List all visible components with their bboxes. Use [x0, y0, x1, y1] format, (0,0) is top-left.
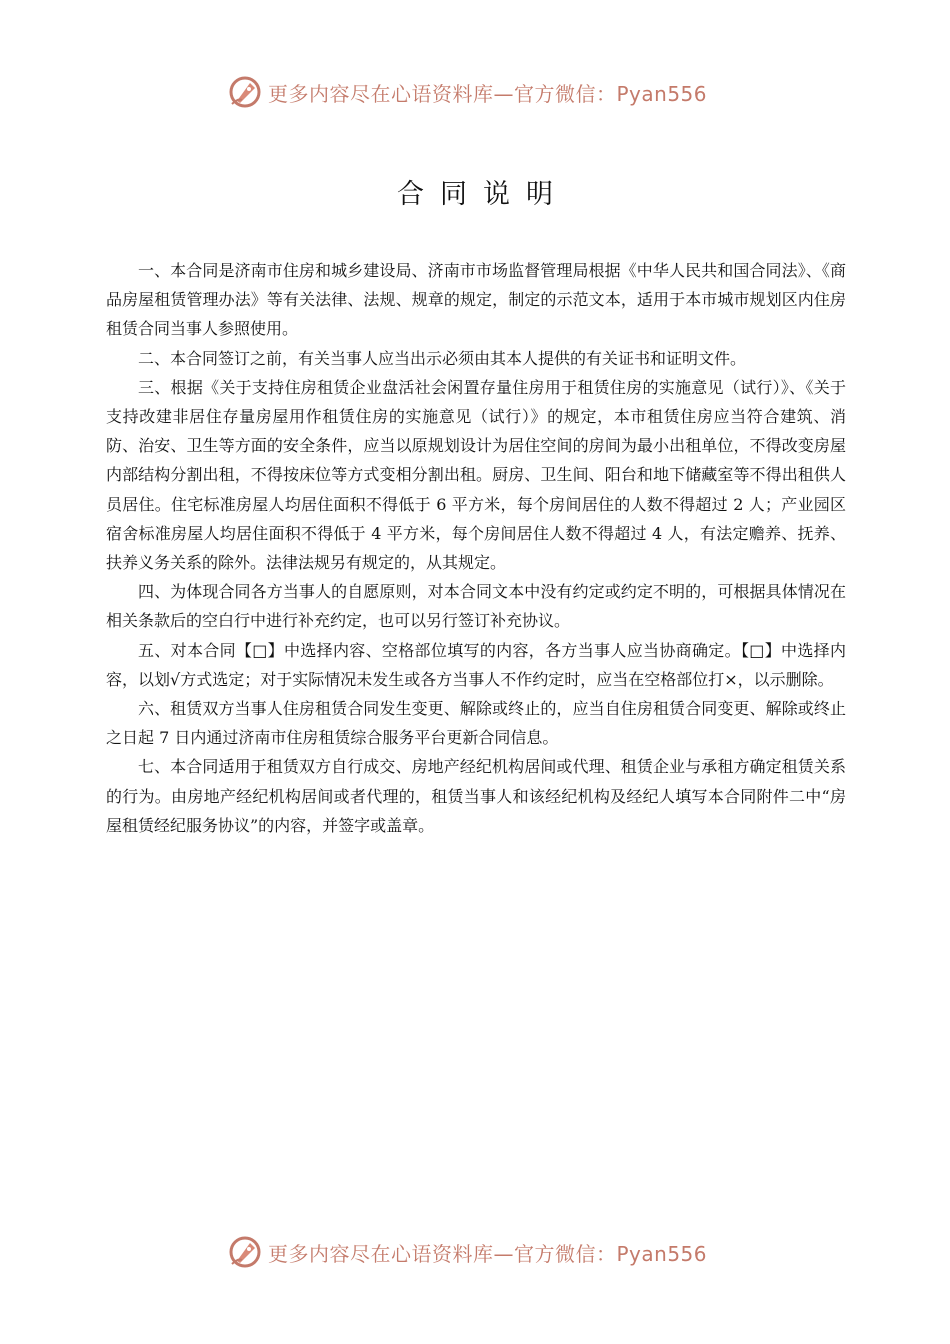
document-body	[106, 256, 846, 840]
header-banner	[228, 72, 788, 112]
paragraph-6: 六、租赁双方当事人住房租赁合同发生变更、解除或终止的，应当自住房租赁合同变更、解除或终止之日起 7 日内通过济南市住房租赁综合服务平台更新合同信息。	[106, 699, 846, 748]
page-title: 合同说明	[397, 179, 569, 210]
paragraph-3: 三、根据《关于支持住房租赁企业盘活社会闲置存量住房用于租赁住房的实施意见（试行）》、《关于支持改建非居住存量房屋用作租赁住房的实施意见（试行）》的规定，本市租赁住房应当符合建筑、消防、治安、卫生等方面的安全条件，应当以原规划设计为居住空间的房间为最小出租单位，不得改变房屋内部结构分割出租，不得按床位等方式变相分割出租。厨房、卫生间、阳台和地下储藏室等不得出租供人员居住。住宅标准房屋人均居住面积不得低于 6 平方米，每个房间居住的人数不得超过 2 人；产业园区宿舍标准房屋人均居住面积不得低于 4 平方米，每个房间居住人数不得超过 4 人，有法定赡养、抚养、扶养义务关系的除外。法律法规另有规定的，从其规定。	[106, 377, 846, 573]
paragraph-5: 五、对本合同【□】中选择内容、空格部位填写的内容，各方当事人应当协商确定。【□】中选择内容，以划√方式选定；对于实际情况未发生或各方当事人不作约定时，应当在空格部位打×，以示删除。	[106, 640, 846, 689]
pen-nib-logo-icon	[228, 1234, 264, 1270]
paragraph-1: 一、本合同是济南市住房和城乡建设局、济南市市场监督管理局根据《中华人民共和国合同法》、《商品房屋租赁管理办法》等有关法律、法规、规章的规定，制定的示范文本，适用于本市城市规划区内住房租赁合同当事人参照使用。	[106, 261, 846, 339]
banner-text: 更多内容尽在心语资料库—官方微信：Pyan556	[268, 1241, 708, 1266]
paragraph-7: 七、本合同适用于租赁双方自行成交、房地产经纪机构居间或代理、租赁企业与承租方确定租赁关系的行为。由房地产经纪机构居间或者代理的，租赁当事人和该经纪机构及经纪人填写本合同附件二中“房屋租赁经纪服务协议”的内容，并签字或盖章。	[106, 757, 846, 835]
paragraph-4: 四、为体现合同各方当事人的自愿原则，对本合同文本中没有约定或约定不明的，可根据具体情况在相关条款后的空白行中进行补充约定，也可以另行签订补充协议。	[106, 582, 846, 631]
pen-nib-logo-icon	[228, 74, 264, 110]
paragraph-2: 二、本合同签订之前，有关当事人应当出示必须由其本人提供的有关证书和证明文件。	[138, 348, 747, 368]
footer-banner	[228, 1232, 788, 1272]
banner-text: 更多内容尽在心语资料库—官方微信：Pyan556	[268, 81, 708, 106]
